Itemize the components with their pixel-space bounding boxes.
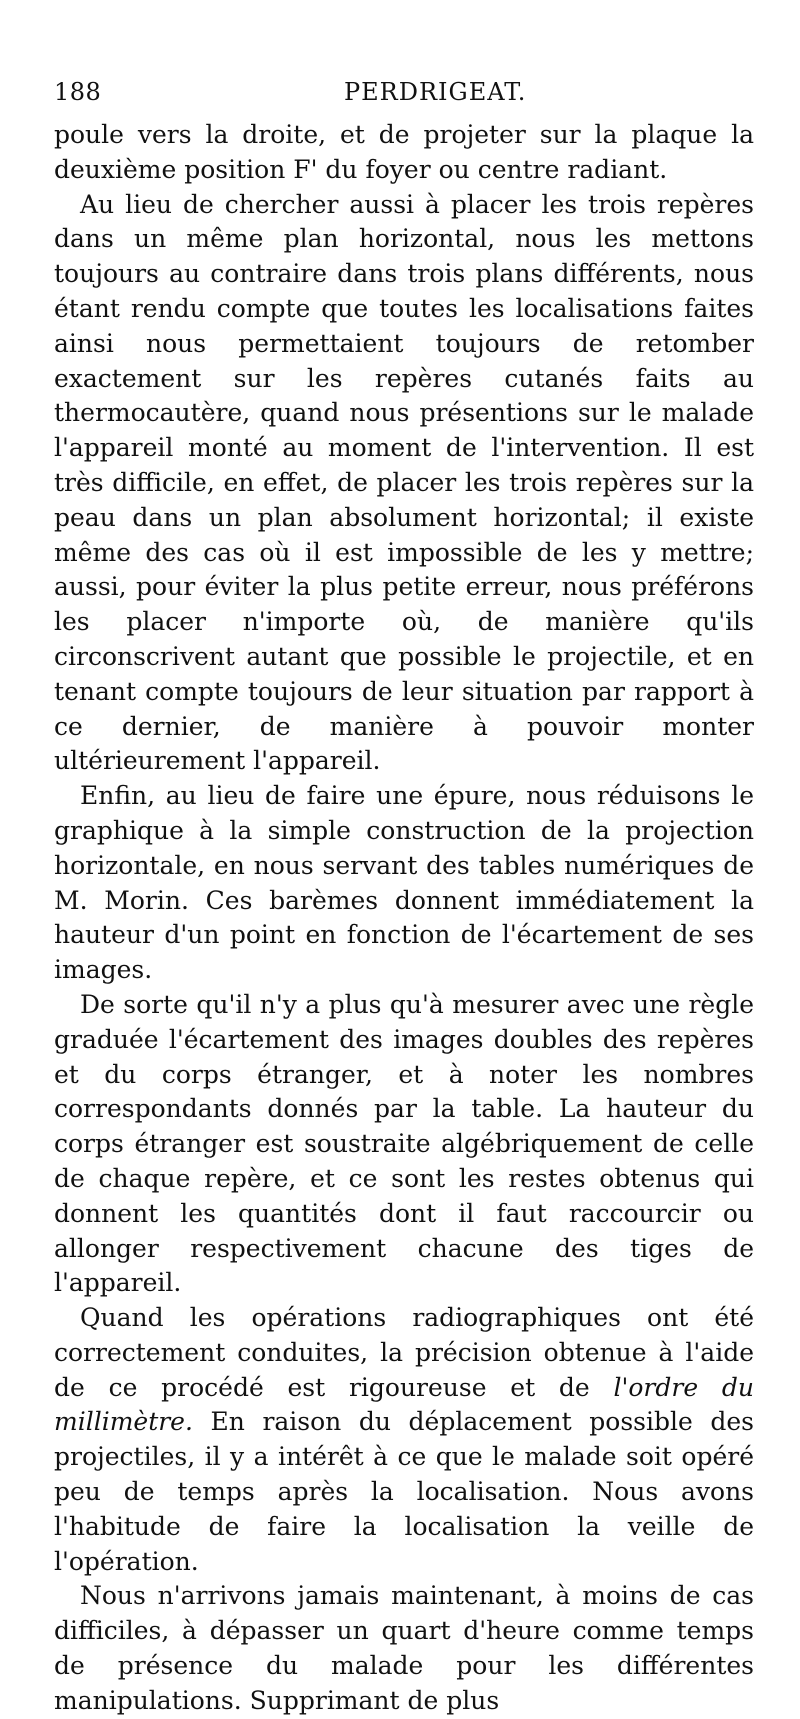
running-header — [54, 78, 754, 118]
running-title: PERDRIGEAT. — [344, 78, 527, 106]
paragraph — [54, 1301, 754, 1579]
paragraph-continuation: poule vers la droite, et de projeter sur la plaque la deuxième position F' du foyer ou centre radiant. — [54, 120, 754, 184]
paragraph: De sorte qu'il n'y a plus qu'à mesurer avec une règle graduée l'écartement des images doubles des repères et du corps étranger, et à noter les nombres correspondants donnés par la table. La hauteur du corps étranger est soustraite algébriquement de celle de chaque repère, et ce sont les restes obtenus qui donnent les quantités dont il faut raccourcir ou allonger respectivement chacune des tiges de l'appareil. — [54, 989, 754, 1298]
paragraph: Enfin, au lieu de faire une épure, nous réduisons le graphique à la simple construction de la projection horizontale, en nous servant des tables numériques de M. Morin. Ces barèmes donnent immédiatement la hauteur d'un point en fonction de l'écartement de ses images. — [54, 781, 754, 985]
paragraph-text: En raison du déplacement possible des projectiles, il y a intérêt à ce que le malade soit opéré peu de temps après la localisation. Nous avons l'habitude de faire la localisation la veille de l'opération. — [54, 1407, 754, 1576]
book-page — [54, 78, 754, 1719]
paragraph: Nous n'arrivons jamais maintenant, à moins de cas difficiles, à dépasser un quart d'heure comme temps de présence du malade pour les différentes manipulations. Supprimant de plus — [54, 1581, 754, 1715]
body-text — [54, 118, 754, 1719]
italic-phrase: l'ordre du millimètre. — [54, 1372, 754, 1437]
page-number: 188 — [54, 78, 102, 106]
paragraph-text: Quand les opérations radiographiques ont été correctement conduites, la précision obtenue à l'aide de ce procédé est rigoureuse et de — [54, 1303, 754, 1402]
paragraph: Au lieu de chercher aussi à placer les trois repères dans un même plan horizontal, nous les mettons toujours au contraire dans trois plans différents, nous étant rendu compte que toutes les localisations faites ainsi nous permettaient toujours de retomber exactement sur les repères cutanés faits au thermocautère, quand nous présentions sur le malade l'appareil monté au moment de l'intervention. Il est très difficile, en effet, de placer les trois repères sur la peau dans un plan absolument horizontal; il existe même des cas où il est impossible de les y mettre; aussi, pour éviter la plus petite erreur, nous préférons les placer n'importe où, de manière qu'ils circonscrivent autant que possible le projectile, et en tenant compte toujours de leur situation par rapport à ce dernier, de manière à pouvoir monter ultérieurement l'appareil. — [54, 189, 754, 776]
